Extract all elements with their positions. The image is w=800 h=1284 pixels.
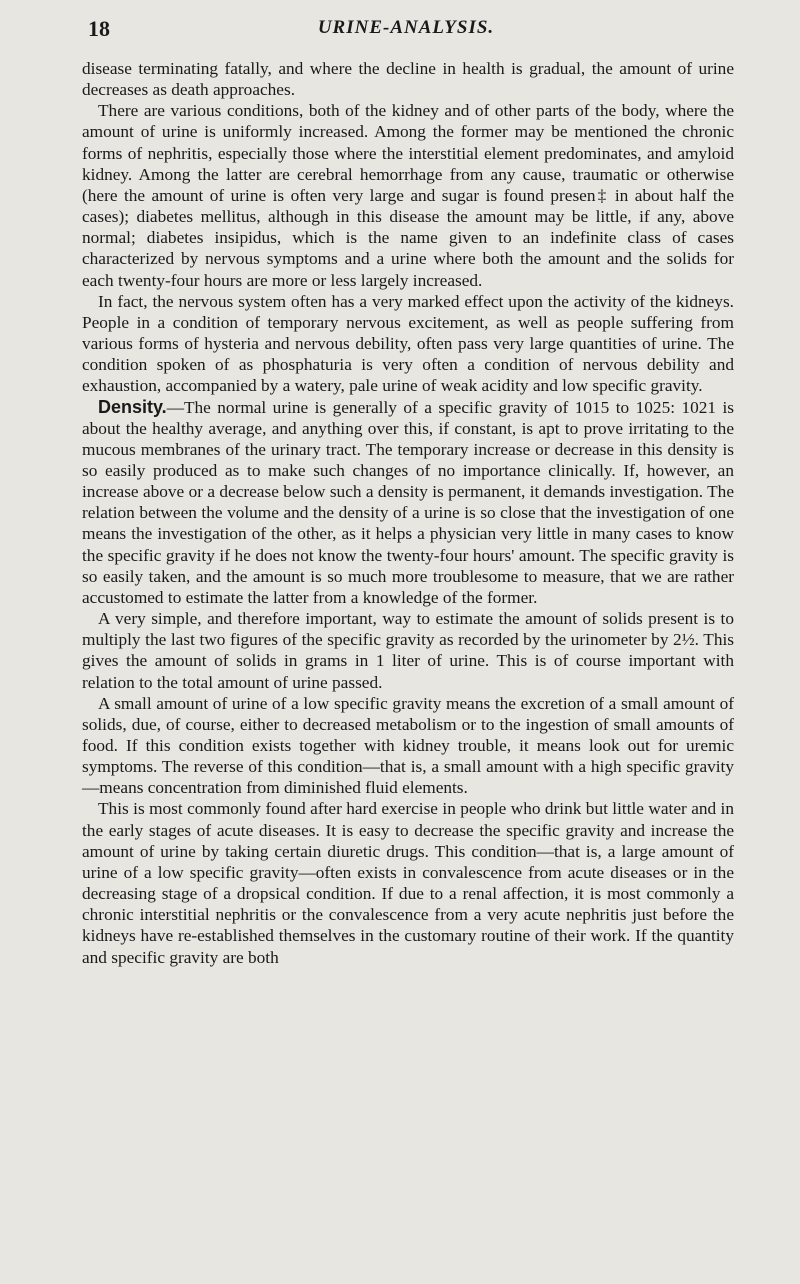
paragraph-text: There are various conditions, both of the kidney and of other parts of the body, where the amount of urine is uniformly increased. Among the former may be mentioned the chronic forms of nephritis, especially those where the interstitial element predominates, and amyloid kidney. Among the latter are cerebral hemorrhage from any cause, traumatic or otherwise (here the amount of urine is often very large and sugar is found presen‡ in about half the cases); diabetes mellitus, although in this disease the amount may be little, if any, above normal; diabetes insipidus, which is the name given to an indefinite class of cases characterized by nervous symptoms and a urine where both the amount and the solids for each twenty-four hours are more or less largely increased. bbox=[82, 101, 734, 290]
paragraph bbox=[82, 608, 734, 693]
paragraph bbox=[82, 100, 734, 290]
paragraph bbox=[82, 58, 734, 100]
body-text bbox=[82, 58, 734, 968]
paragraph bbox=[82, 798, 734, 967]
running-head: URINE-ANALYSIS. bbox=[317, 17, 495, 38]
section-heading-density: Density. bbox=[98, 396, 167, 417]
paragraph-text: This is most commonly found after hard exercise in people who drink but little water and in the early stages of acute diseases. It is easy to decrease the specific gravity and increase the amount of urine by taking certain diuretic drugs. This condition—that is, a large amount of urine of a low specific gravity—often exists in convalescence from acute diseases or in the decreasing stage of a dropsical condition. If due to a renal affection, it is most commonly a chronic interstitial nephritis or the convalescence from a very acute nephritis just before the kidneys have re-established themselves in the customary routine of their work. If the quantity and specific gravity are both bbox=[82, 799, 734, 967]
paragraph bbox=[82, 397, 734, 609]
paragraph-text: In fact, the nervous system often has a very marked effect upon the activity of the kidneys. People in a condition of temporary nervous excitement, as well as people suffering from various forms of hysteria and nervous debility, often pass very large quantities of urine. The condition spoken of as phosphaturia is very often a condition of nervous debility and exhaustion, accompanied by a watery, pale urine of weak acidity and low specific gravity. bbox=[82, 291, 734, 396]
paragraph-text: A very simple, and therefore important, way to estimate the amount of solids present is to multiply the last two figures of the specific gravity as recorded by the urinometer by 2½. This gives the amount of solids in grams in 1 liter of urine. This is of course important with relation to the total amount of urine passed. bbox=[82, 609, 734, 692]
paragraph-text: A small amount of urine of a low specific gravity means the excretion of a small amount of solids, due, of course, either to decreased metabolism or to the ingestion of small amounts of food. If this condition exists together with kidney trouble, it means look out for uremic symptoms. The reverse of this condition—that is, a small amount with a high specific gravity—means concentration from diminished fluid elements. bbox=[82, 693, 734, 798]
paragraph-text: —The normal urine is generally of a specific gravity of 1015 to 1025: 1021 is about the healthy average, and anything over this, if constant, is apt to prove irritating to the mucous membranes of the urinary tract. The temporary increase or decrease in this density is so easily produced as to make such changes of no importance clinically. If, however, an increase above or a decrease below such a density is permanent, it demands investigation. The relation between the volume and the density of a urine is so close that the investigation of one means the investigation of the other, as it helps a physician very little in many cases to know the specific gravity if he does not know the twenty-four hours' amount. The specific gravity is so easily taken, and the amount is so much more troublesome to measure, that we are rather accustomed to estimate the latter from a knowledge of the former. bbox=[82, 397, 734, 607]
paragraph-text: disease terminating fatally, and where the decline in health is gradual, the amount of urine decreases as death approaches. bbox=[82, 59, 734, 100]
page-number: 18 bbox=[88, 16, 110, 41]
paragraph bbox=[82, 693, 734, 799]
page-header bbox=[80, 16, 732, 42]
paragraph bbox=[82, 291, 734, 397]
